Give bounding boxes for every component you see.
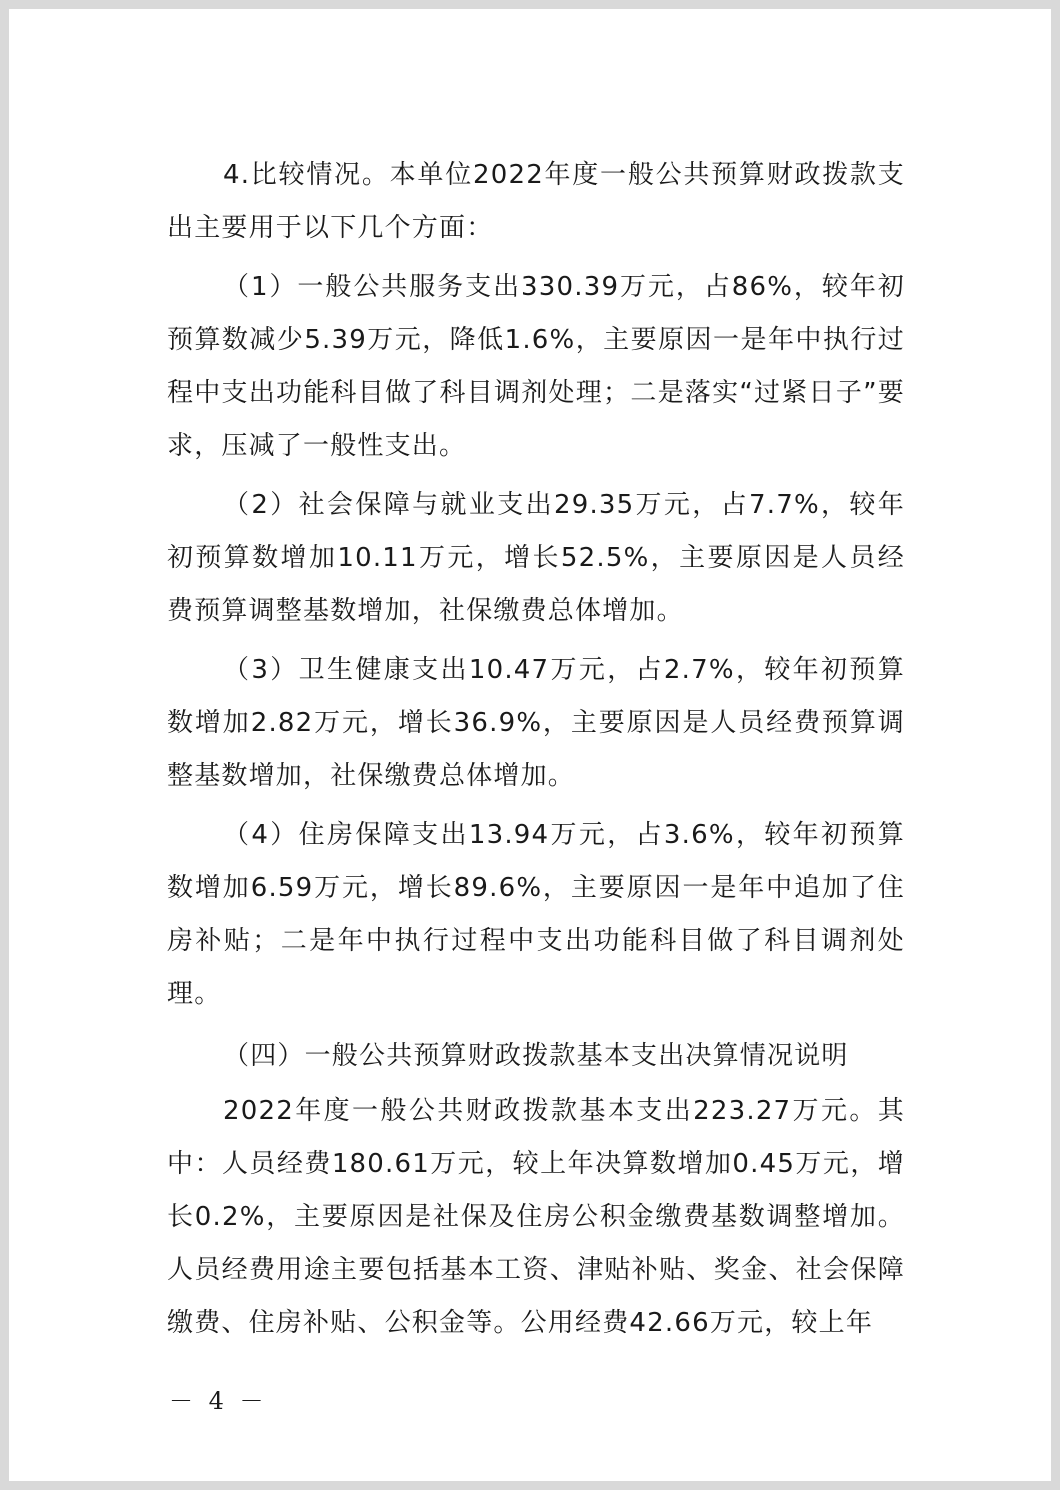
document-page — [9, 9, 1051, 1481]
paragraph-basic-expenditure: 2022年度一般公共财政拨款基本支出223.27万元。其中：人员经费180.61万元，较上年决算数增加0.45万元，增长0.2%，主要原因是社保及住房公积金缴费基数调整增加。人员经费用途主要包括基本工资、津贴补贴、奖金、社会保障缴费、住房补贴、公积金等。公用经费42.66万元，较上年 — [167, 1096, 905, 1338]
paragraph-comparison: 4.比较情况。本单位2022年度一般公共预算财政拨款支出主要用于以下几个方面： — [167, 160, 905, 243]
document-body — [167, 149, 905, 1356]
paragraph-social-security: （2）社会保障与就业支出29.35万元，占7.7%，较年初预算数增加10.11万元，增长52.5%，主要原因是人员经费预算调整基数增加，社保缴费总体增加。 — [167, 490, 905, 626]
paragraph-housing: （4）住房保障支出13.94万元，占3.6%，较年初预算数增加6.59万元，增长89.6%，主要原因一是年中追加了住房补贴；二是年中执行过程中支出功能科目做了科目调剂处理。 — [167, 820, 905, 1009]
section-heading: （四）一般公共预算财政拨款基本支出决算情况说明 — [223, 1041, 849, 1071]
paragraph-health: （3）卫生健康支出10.47万元，占2.7%，较年初预算数增加2.82万元，增长36.9%，主要原因是人员经费预算调整基数增加，社保缴费总体增加。 — [167, 655, 905, 791]
page-number: － 4 － — [169, 1387, 268, 1415]
paragraph-general-public-services: （1）一般公共服务支出330.39万元，占86%，较年初预算数减少5.39万元，降低1.6%，主要原因一是年中执行过程中支出功能科目做了科目调剂处理；二是落实“过紧日子”要求，压减了一般性支出。 — [167, 272, 905, 461]
